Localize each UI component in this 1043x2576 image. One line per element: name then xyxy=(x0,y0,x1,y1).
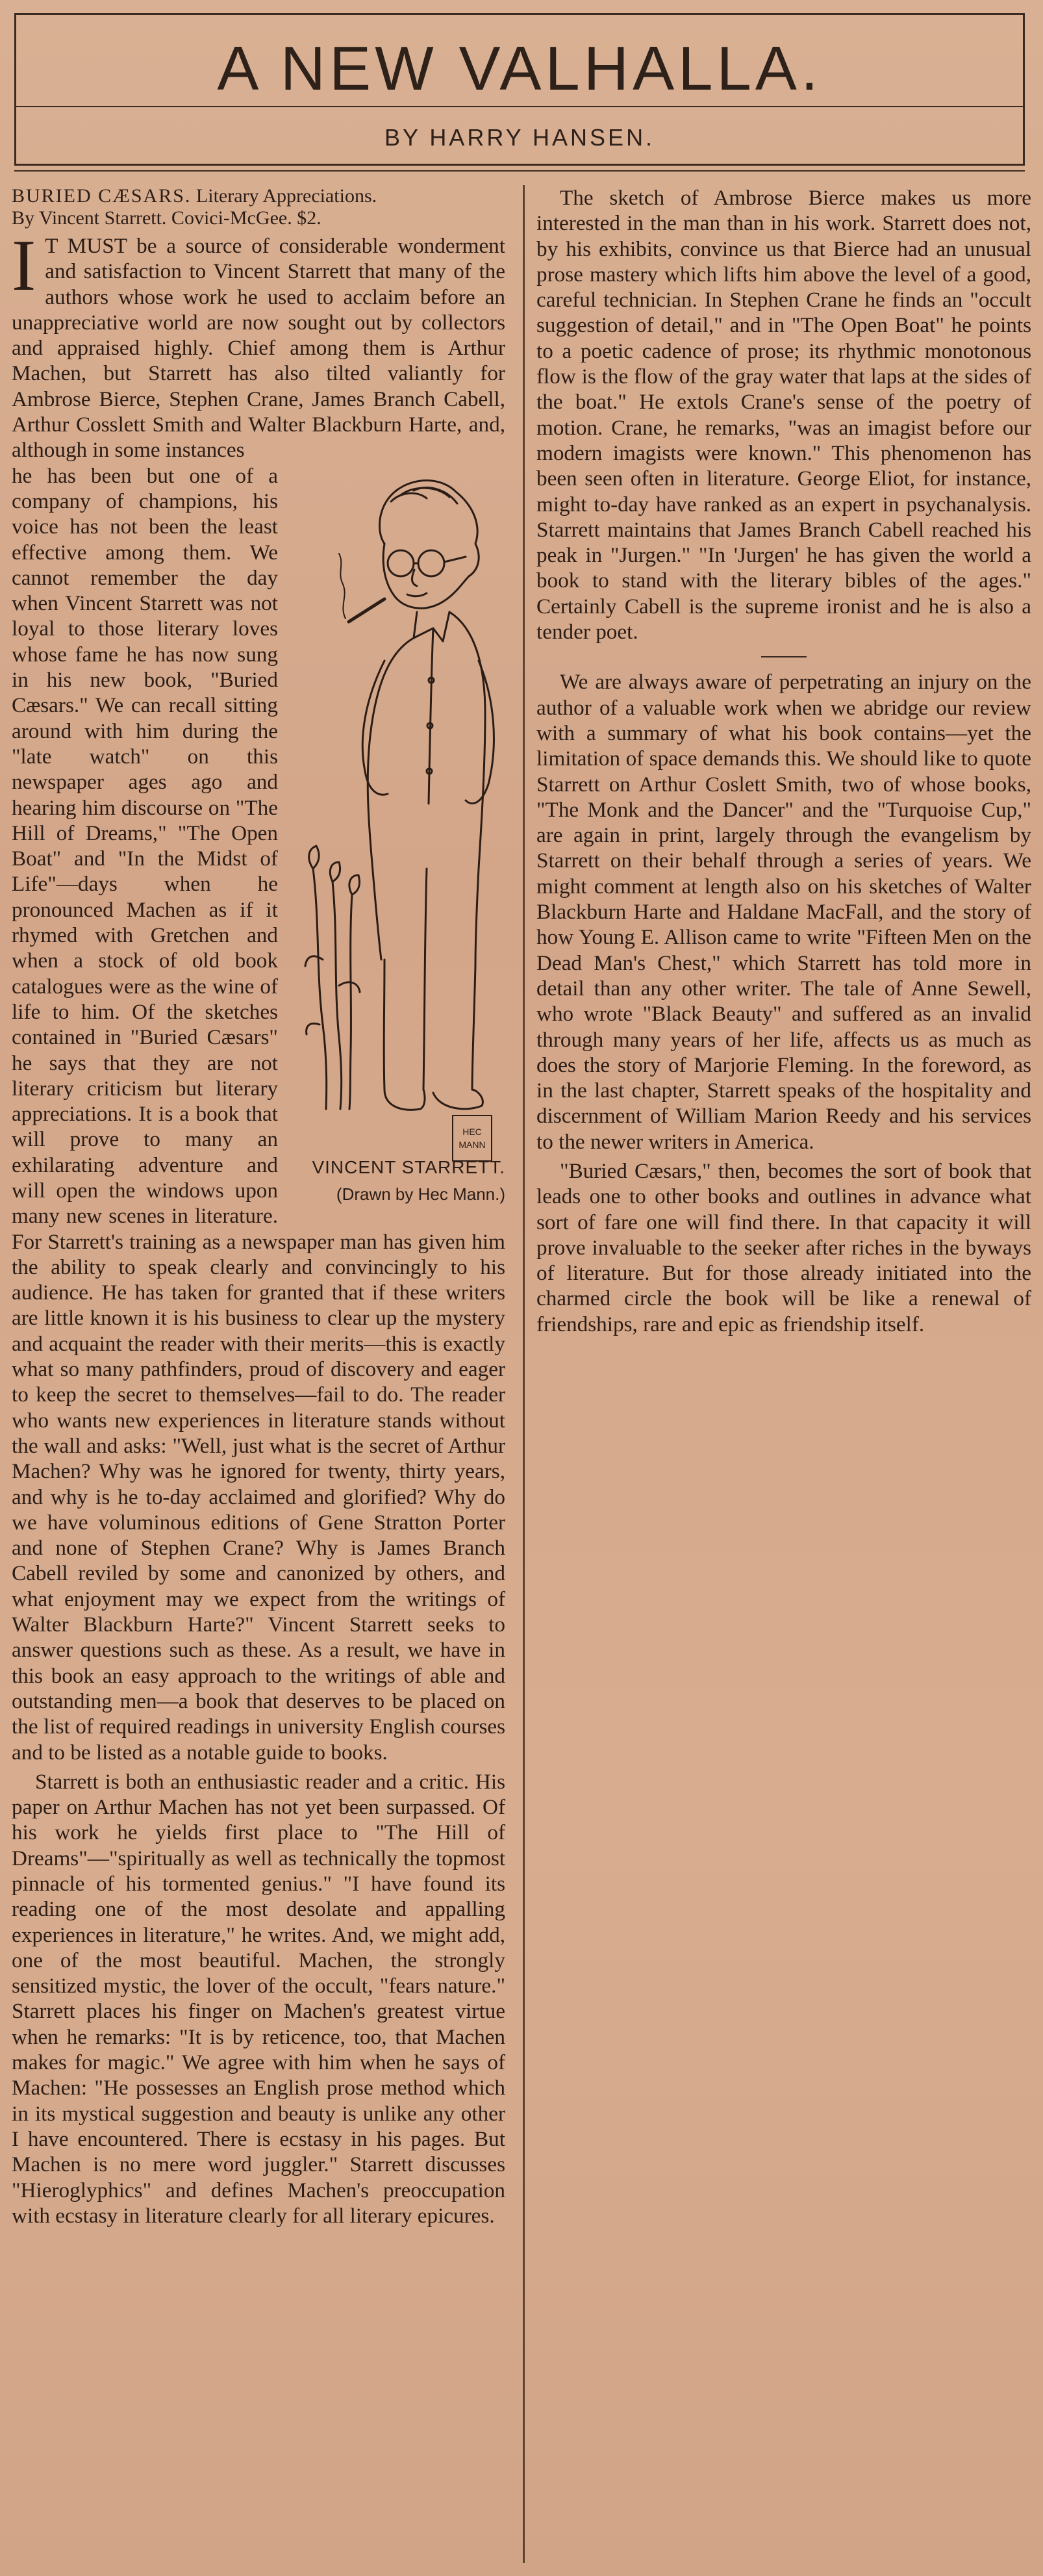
title-divider xyxy=(16,106,1023,107)
headline-box xyxy=(14,13,1025,166)
paragraph-5: "Buried Cæsars," then, becomes the sort of book that leads one to other books and outlines in advance what sort of fare one will find there. In that capacity it will prove invaluable to the seeker after riches in the byways of literature. But for those already initiated into the charmed circle the book will be like a renewal of friendships, rare and epic as friendship itself. xyxy=(536,1158,1031,1336)
book-info xyxy=(12,185,505,229)
drop-cap: I xyxy=(12,225,36,306)
paragraph-4: We are always aware of perpetrating an injury on the author of a valuable work when we abridge our review with a summary of what his book contains—yet the limitation of space demands this. We should like to quote Starrett on Arthur Coslett Smith, two of whose books, "The Monk and the Dancer" and the "Turquoise Cup," are again in print, largely through the evangelism by Starrett on their behalf through a series of years. We might comment at length also on his sketches of Walter Blackburn Harte and Haldane MacFall, and the story of how Young E. Allison came to write "Fifteen Men on the Dead Man's Chest," which Starrett has told more in detail than any other writer. The tale of Anne Sewell, who wrote "Black Beauty" and suffered as an invalid through many years of her life, affects us as much as does the story of Marjorie Fleming. In the foreword, as in the last chapter, Starrett speaks of the hospitality and discernment of William Marion Reedy and his services to the newer writers in America. xyxy=(536,670,1031,1154)
portrait-illustration xyxy=(287,466,505,1213)
paragraph-1-lead xyxy=(12,225,505,463)
column-divider xyxy=(523,185,525,2563)
book-subtitle: Literary Appreciations. xyxy=(195,185,377,207)
section-divider xyxy=(761,656,807,657)
paragraph-2: Starrett is both an enthusiastic reader and a critic. His paper on Arthur Machen has not yet been surpassed. Of his work he yields first place to "The Hill of Dreams"—"spiritually as well as technically the topmost pinnacle of his tormented genius." "I have found its reading one of the most desolate and appalling experiences in literature," he writes. And, we might add, one of the most beautiful. Machen, the strongly sensitized mystic, the lover of the occult, "fears nature." Starrett places his finger on Machen's greatest virtue when he remarks: "It is by reticence, too, that Machen makes for magic." We agree with him when he says of Machen: "He possesses an English prose method which in its mystical suggestion and beauty is unlike any other I have encountered. There is ecstasy in his pages. But Machen is no mere word juggler." Starrett discusses "Hieroglyphics" and defines Machen's preoccupation with ecstasy in literature clearly for all literary epicures. xyxy=(12,1769,505,2228)
book-title: BURIED CÆSARS. xyxy=(12,185,192,207)
paragraph-3: The sketch of Ambrose Bierce makes us more interested in the man than in his work. Starrett does not, by his exhibits, convince us that Bierce had an unusual prose mastery which lifts him above the level of a good, careful technician. In Stephen Crane he finds an "occult suggestion of detail," and in "The Open Boat" he points to a poetic cadence of prose; its rhythmic monotonous flow is the flow of the gray water that laps at the sides of the boat." He extols Crane's sense of the poetry of motion. Crane, he remarks, "was an imagist before our modern imagists were known." This phenomenon has been seen often in literature. George Eliot, for instance, might to-day have ranked as an expert in psychanalysis. Starrett maintains that James Branch Cabell reached his peak in "Jurgen." "In 'Jurgen' he has given the world a book to stand with the literary bibles of the ages." Certainly Cabell is the supreme ironist and he is also a tender poet. xyxy=(536,186,1031,644)
svg-text:MANN: MANN xyxy=(459,1139,486,1150)
artist-signature-stamp: HEC xyxy=(462,1126,482,1137)
header-bottom-rule xyxy=(14,170,1025,172)
article-title: A NEW VALHALLA. xyxy=(217,34,822,103)
illustration-caption: VINCENT STARRETT. xyxy=(312,1157,505,1178)
caricature-drawing xyxy=(287,466,505,1167)
book-author-publisher: By Vincent Starrett. Covici-McGee. $2. xyxy=(12,207,321,229)
illustration-credit: (Drawn by Hec Mann.) xyxy=(336,1184,505,1205)
paragraph-1-rest: he has been but one of a company of champions, his voice has not been the least effective among them. We cannot remember the day when Vincent Starrett was not loyal to those literary loves whose fame he has now sung in his new book, "Buried Cæsars." We can recall sitting around with him during the "late watch" on this newspaper ages ago and hearing him discourse on "The Hill of Dreams," "The Open Boat" and "In the Midst of Life"—days when he pronounced Machen as if it rhymed with Gretchen and when a stock of old book catalogues were as the wine of life to him. Of the sketches contained in "Buried Cæsars" he says that they are not literary criticism but literary appreciations. It is a book that will prove to many an exhilarating adventure and will open the windows upon many new scenes in literature. For Starrett's training as a newspaper man has given him the ability to speak clearly and convincingly to his audience. He has taken for granted that if these writers are little known it is his business to clear up the mystery and acquaint the reader with their merits—this is exactly what so many pathfinders, proud of discovery and eager to keep the secret to themselves—fail to do. The reader who wants new experiences in literature stands without the wall and asks: "Well, just what is the secret of Arthur Machen? Why was he ignored for twenty, thirty years, and why is he to-day acclaimed and glorified? Why do we have voluminous editions of Gene Stratton Porter and none of Stephen Crane? Why is James Branch Cabell reviled by some and canonized by others, and what enjoyment may we expect from the writings of Walter Blackburn Harte?" Vincent Starrett seeks to answer questions such as these. As a result, we have in this book an easy approach to the writings of able and outstanding men—a book that deserves to be placed on the list of required readings in university English courses and to be listed as a notable guide to books. xyxy=(12,463,505,1765)
right-column xyxy=(536,185,1031,1337)
left-column xyxy=(12,185,505,2228)
paragraph-1-lead-text: T MUST be a source of considerable wonderment and satisfaction to Vincent Starrett that many of the authors whose work he used to acclaim before an unappreciative world are now sought out by collectors and appraised highly. Chief among them is Arthur Machen, but Starrett has also tilted valiantly for Ambrose Bierce, Stephen Crane, James Branch Cabell, Arthur Cosslett Smith and Walter Blackburn Harte, and, although in some instances xyxy=(12,234,505,463)
byline: BY HARRY HANSEN. xyxy=(384,124,655,151)
